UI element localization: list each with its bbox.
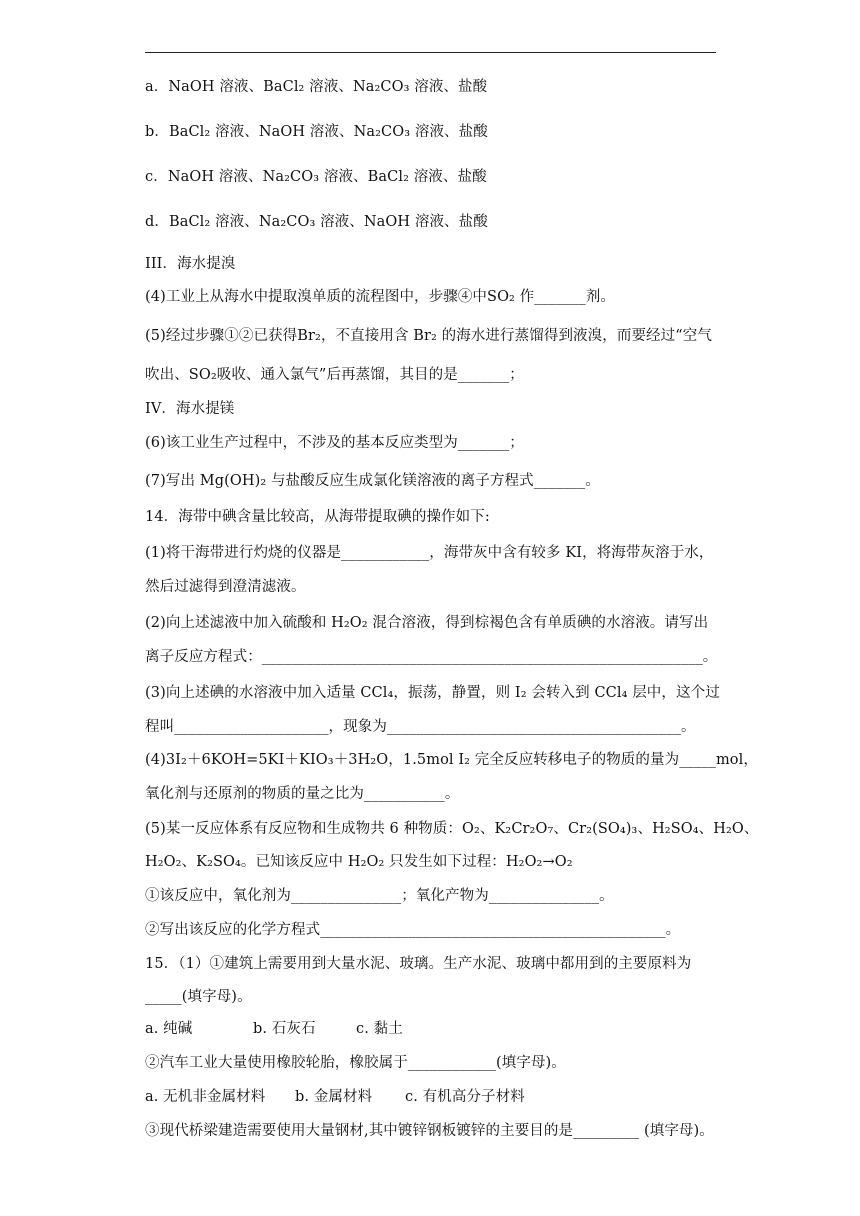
question-15-part3: ③现代桥梁建造需要使用大量钢材,其中镀锌钢板镀锌的主要目的是_________ (填字母)。: [145, 1123, 714, 1139]
option-a: a．NaOH 溶液、BaCl₂ 溶液、Na₂CO₃ 溶液、盐酸: [145, 79, 488, 95]
question-15-part2: ②汽车工业大量使用橡胶轮胎，橡胶属于____________(填字母)。: [145, 1055, 566, 1071]
option-clay: c. 黏土: [356, 1021, 403, 1037]
question-14-3-line1: (3)向上述碘的水溶液中加入适量 CCl₄，振荡，静置，则 I₂ 会转入到 CCl₄ 层中，这个过: [145, 685, 720, 701]
question-6: (6)该工业生产过程中，不涉及的基本反应类型为_______；: [145, 435, 524, 451]
question-7: (7)写出 Mg(OH)₂ 与盐酸反应生成氯化镁溶液的离子方程式_______。: [145, 473, 600, 489]
option-d: d．BaCl₂ 溶液、Na₂CO₃ 溶液、NaOH 溶液、盐酸: [145, 214, 488, 230]
option-metal: b. 金属材料: [295, 1089, 373, 1105]
question-15-line1: 15．（1）①建筑上需要用到大量水泥、玻璃。生产水泥、玻璃中都用到的主要原料为: [145, 956, 692, 972]
option-c: c．NaOH 溶液、Na₂CO₃ 溶液、BaCl₂ 溶液、盐酸: [145, 169, 487, 185]
question-14-1-line2: 然后过滤得到澄清滤液。: [145, 579, 306, 595]
question-14-5-line2: H₂O₂、K₂SO₄。已知该反应中 H₂O₂ 只发生如下过程：H₂O₂→O₂: [145, 854, 573, 870]
question-15-options-1: [145, 1020, 403, 1038]
question-14-2-line2: 离子反应方程式：____________________________________________________________。: [145, 649, 718, 665]
header-rule: [145, 52, 716, 53]
question-14-title: 14．海带中碘含量比较高，从海带提取碘的操作如下:: [145, 509, 490, 525]
question-14-4-line1: (4)3I₂＋6KOH=5KI＋KIO₃＋3H₂O，1.5mol I₂ 完全反应转移电子的物质的量为_____mol，: [145, 752, 758, 768]
question-14-2-line1: (2)向上述滤液中加入硫酸和 H₂O₂ 混合溶液，得到棕褐色含有单质碘的水溶液。请写出: [145, 615, 709, 631]
question-15-line2: _____(填字母)。: [145, 989, 252, 1005]
section-heading-magnesium: IV．海水提镁: [145, 401, 235, 417]
option-b: b．BaCl₂ 溶液、NaOH 溶液、Na₂CO₃ 溶液、盐酸: [145, 124, 488, 140]
question-5-line1: (5)经过步骤①②已获得Br₂，不直接用含 Br₂ 的海水进行蒸馏得到液溴，而要经过“空气: [145, 328, 712, 344]
question-14-5-line1: (5)某一反应体系有反应物和生成物共 6 种物质：O₂、K₂Cr₂O₇、Cr₂(SO₄)₃、H₂SO₄、H₂O、: [145, 821, 759, 837]
question-14-5-part2: ②写出该反应的化学方程式_______________________________________________。: [145, 922, 681, 938]
section-heading-bromine: III．海水提溴: [145, 256, 236, 272]
option-limestone: b. 石灰石: [253, 1021, 316, 1037]
option-soda-ash: a. 纯碱: [145, 1021, 193, 1037]
question-15-options-2: [145, 1088, 525, 1106]
question-14-5-part1: ①该反应中，氧化剂为_______________；氧化产物为_______________。: [145, 888, 614, 904]
question-5-line2: 吹出、SO₂吸收、通入氯气”后再蒸馏，其目的是_______；: [145, 367, 524, 383]
question-4: (4)工业上从海水中提取溴单质的流程图中，步骤④中SO₂ 作_______剂。: [145, 289, 615, 305]
option-inorganic-nonmetal: a. 无机非金属材料: [145, 1089, 266, 1105]
option-organic-polymer: c. 有机高分子材料: [405, 1089, 525, 1105]
question-14-1-line1: (1)将干海带进行灼烧的仪器是____________，海带灰中含有较多 KI，将海带灰溶于水，: [145, 545, 714, 561]
question-14-3-line2: 程叫_____________________，现象为________________________________________。: [145, 719, 696, 735]
question-14-4-line2: 氧化剂与还原剂的物质的量之比为___________。: [145, 786, 460, 802]
